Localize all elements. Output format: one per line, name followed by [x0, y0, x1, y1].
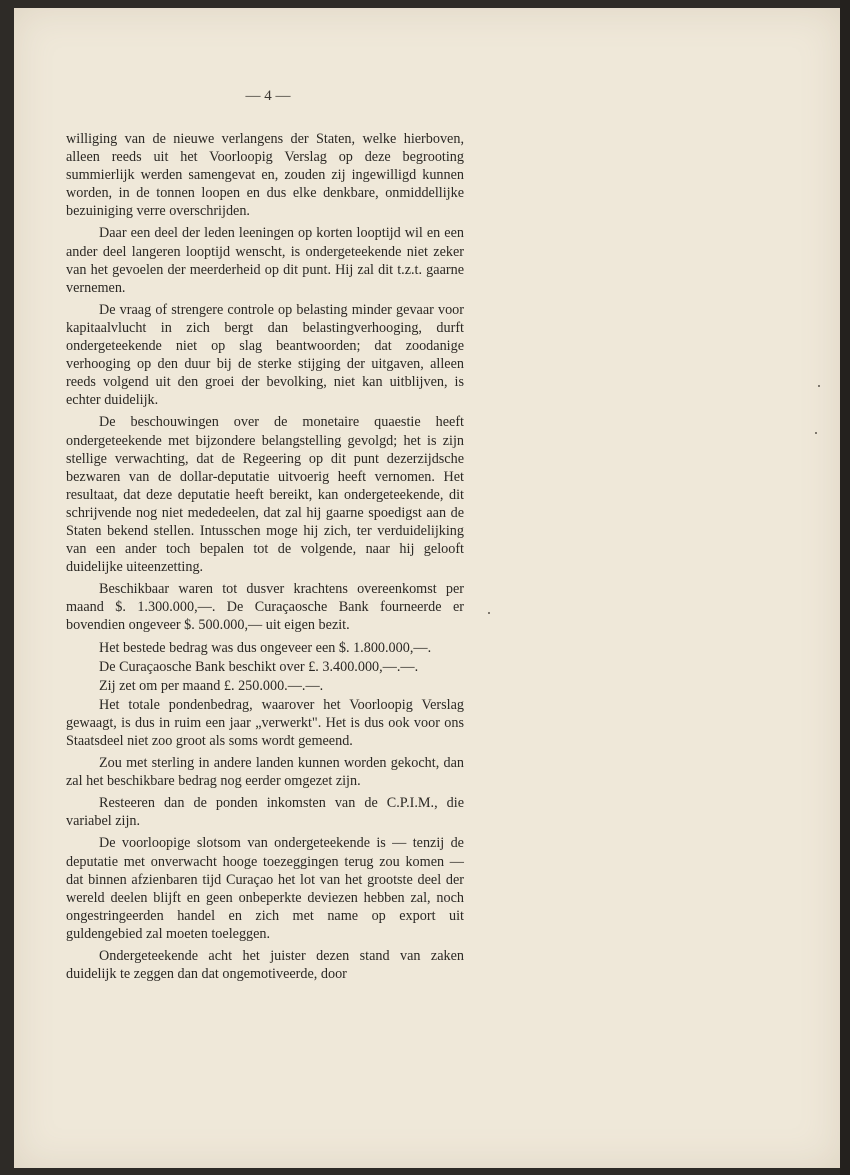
paragraph-1: williging van de nieuwe verlangens der Staten, welke hierboven, alleen reeds uit het Voorloopig Verslag op deze begrooting summierlijk werden samengevat en, zouden zij ingewilligd kunnen worden, in de tonnen loopen en dus elke denkbare, onmiddellijke bezuiniging verre overschrijden.	[66, 131, 464, 220]
paper-speck	[488, 612, 490, 614]
paragraph-10: Zou met sterling in andere landen kunnen worden gekocht, dan zal het beschikbare bedrag nog eerder omgezet zijn.	[66, 755, 464, 790]
paragraph-8: Zij zet om per maand £. 250.000.—.—.	[99, 677, 324, 694]
paragraph-3: De vraag of strengere controle op belasting minder gevaar voor kapitaalvlucht in zich bergt dan belastingverhooging, durft ondergeteekende niet op slag beantwoorden; dat zoodanige verhooging op den duur bij de sterke stijging der uitgaven, alleen reeds volgend uit den groei der bevolking, niet kan uitblijven, is echter duidelijk.	[66, 301, 464, 409]
paragraph-7: De Curaçaosche Bank beschikt over £. 3.400.000,—.—.	[99, 658, 419, 675]
paragraph-12: De voorloopige slotsom van ondergeteekende is — tenzij de deputatie met onverwacht hooge toezeggingen terug zou komen — dat binnen afzienbaren tijd Curaçao het lot van het grootste deel der wereld deelen blijft en geen onbeperkte deviezen hebben zal, noch ongestringeerden handel en zich met name op export uit guldengebied zal moeten toeleggen.	[66, 835, 464, 942]
paragraph-4: De beschouwingen over de monetaire quaestie heeft ondergeteekende met bijzondere belangstelling gevolgd; het is zijn stellige verwachting, dat de Regeering op dit punt dezerzijdsche bezwaren van de dollar-deputatie uitvoerig heeft vernomen. Het resultaat, dat deze deputatie heeft bereikt, kan ondergeteekende, dit schrijvende nog niet mededeelen, dat zal hij gaarne spoedigst aan de Staten bekend stellen. Intusschen moge hij zich, ter verduidelijking van een ander toch bepalen tot de volgende, naar hij gelooft duidelijke uiteenzetting.	[66, 414, 464, 576]
paragraph-13: Ondergeteekende acht het juister dezen stand van zaken duidelijk te zeggen dan dat ongemotiveerde, door	[66, 948, 464, 983]
paragraph-2: Daar een deel der leden leeningen op korten looptijd wil en een ander deel langeren looptijd wenscht, is ondergeteekende niet zeker van het gevoelen der meerderheid op dit punt. Hij zal dit t.z.t. gaarne vernemen.	[66, 225, 464, 296]
paragraph-9: Het totale pondenbedrag, waarover het Voorloopig Verslag gewaagt, is dus in ruim een jaar „verwerkt". Het is dus ook voor ons Staatsdeel niet zoo groot als soms wordt gemeend.	[66, 696, 464, 749]
paper-speck	[818, 385, 820, 387]
paragraph-11: Resteeren dan de ponden inkomsten van de C.P.I.M., die variabel zijn.	[66, 795, 464, 830]
paragraph-6: Het bestede bedrag was dus ongeveer een $. 1.800.000,—.	[99, 639, 432, 656]
paragraph-5: Beschikbaar waren tot dusver krachtens overeenkomst per maand $. 1.300.000,—. De Curaçaosche Bank fourneerde er bovendien ongeveer $. 500.000,— uit eigen bezit.	[66, 581, 464, 634]
scan-edge	[840, 0, 850, 1175]
page-number: — 4 —	[245, 88, 291, 104]
paper-speck	[815, 432, 817, 434]
body-text	[66, 130, 464, 987]
